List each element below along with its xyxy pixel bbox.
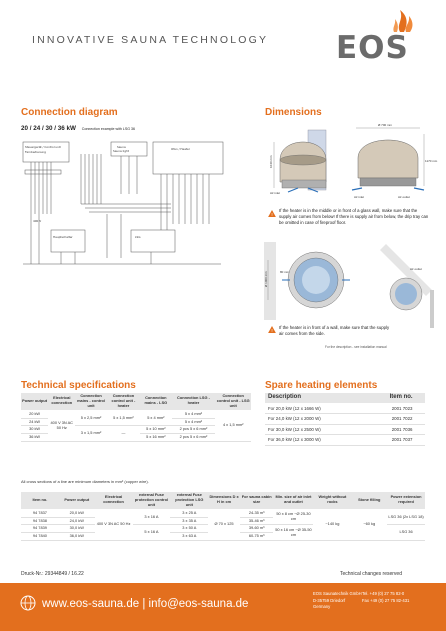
cell: 2 pcs 5 x 6 mm² xyxy=(172,434,216,442)
dimensions-note-2: If the heater is in front of a wall, make sure that the supply air comes from the side. xyxy=(279,325,390,337)
cell: 400 V 3N AC 50 Hz xyxy=(95,509,133,541)
heater-front-drawing xyxy=(268,122,348,202)
cell: 94 7838 xyxy=(21,517,59,525)
table-row xyxy=(265,414,425,425)
tech-header-row xyxy=(21,393,251,410)
technical-changes-note: Technical changes reserved xyxy=(340,571,402,577)
items-header: Electrical connection xyxy=(95,492,133,509)
cell: 35-46 m³ xyxy=(240,517,274,525)
cell: ~60 kg xyxy=(351,509,387,541)
items-header: For sauna cabin size xyxy=(240,492,274,509)
spare-header-row xyxy=(265,393,425,403)
heater-corner-view xyxy=(376,240,436,330)
cell: 2001 7022 xyxy=(377,414,425,425)
label-lsg: LSG xyxy=(135,235,141,239)
tech-header: Connection mains - LSG xyxy=(140,393,171,410)
warning-icon xyxy=(268,210,276,217)
spare-header: Item no. xyxy=(377,393,425,403)
cell: 2 pcs 5 x 6 mm² xyxy=(172,426,216,434)
items-header: Weight without rocks xyxy=(313,492,351,509)
heater-top-view xyxy=(264,240,384,330)
cell: LSG 36 xyxy=(387,525,425,541)
cell: 30,0 kW xyxy=(59,525,95,533)
label-sauna: Sauna xyxy=(117,145,126,149)
footer-bar xyxy=(0,583,446,631)
table-row xyxy=(265,403,425,414)
label-sauna-light: Sauna light xyxy=(113,149,129,153)
cell: 3 x 16 A xyxy=(133,509,171,525)
svg-text:!: ! xyxy=(271,328,273,334)
tech-table xyxy=(21,393,251,442)
dim-air-inlet-left: Air inlet xyxy=(270,191,281,195)
company-tel: Tel. +49 (0) 27 75 82-0 xyxy=(362,591,405,596)
label-heater: Ofen / Heater xyxy=(171,147,190,151)
items-header: Power extension required xyxy=(387,492,425,509)
cell: 3 x 25 A xyxy=(170,509,208,517)
eos-logo xyxy=(336,8,422,68)
items-header-row xyxy=(21,492,425,509)
cell: 50 x 8 cm ~Ø 25-30 cm xyxy=(273,509,313,525)
connection-subtitle xyxy=(21,125,135,132)
label-main-switch: Hauptschalter xyxy=(53,235,73,239)
warning-icon-2 xyxy=(268,326,276,333)
company-address xyxy=(313,591,362,611)
print-number: Druck-Nr.: 29344849 / 16.22 xyxy=(21,571,84,577)
tech-header: Connection LSG - heater xyxy=(172,393,216,410)
cell: 5 x 16 A xyxy=(133,525,171,541)
cell: 5 x 16 mm² xyxy=(140,434,171,442)
cell: 2001 7037 xyxy=(377,435,425,446)
dimensions-right-note: For the description - see installation manual xyxy=(325,345,387,349)
dim-height-1040: 1040 mm xyxy=(269,155,273,168)
items-header: Power output xyxy=(59,492,95,509)
table-row xyxy=(265,435,425,446)
connection-title: Connection diagram xyxy=(21,107,118,118)
cell: 20 kW xyxy=(21,410,48,418)
cell: 5 x 10 mm² xyxy=(140,426,171,434)
dim-diameter-700: Ø 700 mm xyxy=(378,123,393,127)
heater-side-drawing xyxy=(348,122,438,202)
connection-note: Connection example with LSG 36 xyxy=(81,127,136,131)
cell: 20,0 kW xyxy=(59,509,95,517)
spare-header: Description xyxy=(265,393,377,403)
company-street: D-35759 Driedorf xyxy=(313,597,346,603)
cell: 36,0 kW xyxy=(59,533,95,541)
table-row xyxy=(21,509,425,517)
cell: 400 V 3N AC 50 Hz xyxy=(48,410,75,442)
items-header: Min. size of air inlet and outlet xyxy=(273,492,313,509)
globe-icon xyxy=(20,595,36,611)
cell: 5 x 4 mm² xyxy=(140,410,171,426)
table-row xyxy=(265,424,425,435)
cell: LSG 36 (2x LSG 18) xyxy=(387,509,425,525)
website-link[interactable]: www.eos-sauna.de | info@eos-sauna.de xyxy=(42,598,249,610)
items-header: external Fuse protection LSG unit xyxy=(170,492,208,509)
cell: 3 x 63 A xyxy=(170,533,208,541)
items-header: Dimensions D x H in cm xyxy=(208,492,240,509)
logo-wordmark: EOS xyxy=(336,30,409,66)
items-header: external Fuse protection control unit xyxy=(133,492,171,509)
dim-air-outlet: Air outlet xyxy=(398,195,410,199)
cell: 39-60 m³ xyxy=(240,525,274,533)
tagline: INNOVATIVE SAUNA TECHNOLOGY xyxy=(32,34,269,46)
cell: 24 kW xyxy=(21,418,48,426)
cell: For 20,0 kW (12 x 1666 W) xyxy=(265,403,377,414)
company-contact xyxy=(362,591,409,604)
cell: — xyxy=(107,426,140,442)
tech-header: Connection control unit - heater xyxy=(107,393,140,410)
dim-1000: Ø 1000 mm xyxy=(264,271,268,287)
cell: 5 x 1,5 mm² xyxy=(107,410,140,426)
company-name: EOS Saunatechnik GmbH xyxy=(313,591,362,596)
items-table xyxy=(21,492,425,541)
label-400v: 400 V xyxy=(33,219,42,223)
dim-air-inlet-mid: Air inlet xyxy=(354,195,365,199)
cell: ~140 kg xyxy=(313,509,351,541)
tech-header: Connection mains - control unit xyxy=(75,393,106,410)
company-fax: Fax +49 (0) 27 75 82-431 xyxy=(362,597,410,603)
spare-table xyxy=(265,393,425,446)
cell: 4 x 1,5 mm² xyxy=(215,410,251,442)
connection-kw: 20 / 24 / 30 / 36 kW xyxy=(21,125,76,132)
dim-height-1170: 1170 mm xyxy=(425,159,438,163)
cell: 50 x 16 cm ~Ø 35-50 cm xyxy=(273,525,313,541)
cell: 94 7837 xyxy=(21,509,59,517)
cell: Ø 70 x 125 xyxy=(208,509,240,541)
cell: 3 x 50 A xyxy=(170,525,208,533)
cell: 24-35 m³ xyxy=(240,509,274,517)
tech-title: Technical specifications xyxy=(21,380,136,391)
label-control-unit: Steuergerät / Control unit xyxy=(25,145,61,149)
tech-note: All cross sections of a line are minimum diameters in mm² (copper wire). xyxy=(21,479,149,484)
cell: 36 kW xyxy=(21,434,48,442)
cell: 94 7840 xyxy=(21,533,59,541)
items-header: Item no. xyxy=(21,492,59,509)
spare-title: Spare heating elements xyxy=(265,380,378,391)
cell: For 36,0 kW (12 x 3000 W) xyxy=(265,435,377,446)
svg-text:!: ! xyxy=(271,212,273,218)
cell: 24,0 kW xyxy=(59,517,95,525)
table-row xyxy=(21,410,251,418)
cell: 2001 7023 xyxy=(377,403,425,414)
cell: For 30,0 kW (12 x 2500 W) xyxy=(265,424,377,435)
cell: 5 x 2,5 mm² xyxy=(75,410,106,426)
cell: 94 7839 xyxy=(21,525,59,533)
cell: For 24,0 kW (12 x 2000 W) xyxy=(265,414,377,425)
cell: 5 x 4 mm² xyxy=(172,418,216,426)
page-header xyxy=(0,0,446,80)
cell: 3 x 1,5 mm² xyxy=(75,426,106,442)
company-country: Germany xyxy=(313,604,331,609)
cell: 30 kW xyxy=(21,426,48,434)
cell: 2001 7036 xyxy=(377,424,425,435)
cell: 5 x 4 mm² xyxy=(172,410,216,418)
wiring-diagram xyxy=(21,134,231,274)
dimensions-note-1: If the heater is in the middle or in front of a glass wall, make sure that the supply air comes from below! If there is supply air from below, the drip tray can be omitted in case of fireproof floor. xyxy=(279,208,429,226)
dim-air-outlet-corner: Air outlet xyxy=(410,267,422,271)
cell: 3 x 35 A xyxy=(170,517,208,525)
tech-header: Electrical connection xyxy=(48,393,75,410)
items-header: Stone filling xyxy=(351,492,387,509)
label-remote: Fernbedienung xyxy=(25,150,46,154)
cell: 60-75 m³ xyxy=(240,533,274,541)
tech-header: Connection control unit - LSG unit xyxy=(215,393,251,410)
tech-header: Power output xyxy=(21,393,48,410)
dimensions-title: Dimensions xyxy=(265,107,322,118)
dim-80mm: 80 mm xyxy=(280,270,290,274)
